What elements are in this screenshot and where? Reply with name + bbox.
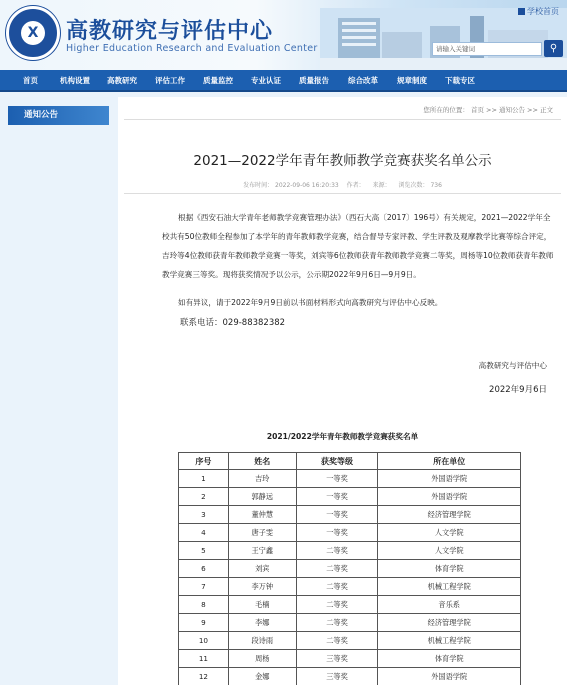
table-header-row (179, 453, 521, 470)
nav-item-organization[interactable]: 机构设置 (60, 76, 90, 85)
cell-name: 李娜 (228, 614, 296, 632)
cell-award: 一等奖 (296, 524, 378, 542)
logo-mark: X (21, 21, 45, 45)
cell-award: 二等奖 (296, 614, 378, 632)
cell-index: 6 (179, 560, 229, 578)
table-row (179, 650, 521, 668)
table-row (179, 524, 521, 542)
cell-index: 8 (179, 596, 229, 614)
cell-unit: 机械工程学院 (378, 632, 521, 650)
nav-item-home[interactable]: 首页 (23, 76, 38, 85)
nav-item-downloads[interactable]: 下载专区 (445, 76, 475, 85)
cell-award: 二等奖 (296, 542, 378, 560)
cell-award: 一等奖 (296, 506, 378, 524)
nav-item-research[interactable]: 高教研究 (107, 76, 137, 85)
sidebar-title-notices[interactable]: 通知公告 (8, 106, 109, 125)
article-panel (118, 97, 567, 685)
cell-index: 7 (179, 578, 229, 596)
cell-unit: 经济管理学院 (378, 506, 521, 524)
divider (124, 119, 561, 120)
column-header: 获奖等级 (296, 453, 378, 470)
awards-table (178, 452, 521, 685)
divider (124, 193, 561, 194)
article-paragraph: 如有异议，请于2022年9月9日前以书面材料形式向高教研究与评估中心反映。 (178, 298, 443, 307)
site-subtitle: Higher Education Research and Evaluation Center (66, 43, 318, 54)
cell-unit: 机械工程学院 (378, 578, 521, 596)
cell-index: 2 (179, 488, 229, 506)
cell-unit: 外国语学院 (378, 470, 521, 488)
nav-item-reform[interactable]: 综合改革 (348, 76, 378, 85)
cell-index: 11 (179, 650, 229, 668)
nav-item-evaluation[interactable]: 评估工作 (155, 76, 185, 85)
cell-index: 10 (179, 632, 229, 650)
table-row (179, 632, 521, 650)
view-count: 浏览次数： 736 (398, 182, 442, 189)
table-title: 2021/2022学年青年教师教学竞赛获奖名单 (266, 432, 419, 441)
article-meta (118, 180, 567, 189)
column-header: 姓名 (228, 453, 296, 470)
cell-index: 9 (179, 614, 229, 632)
article-paragraph: 根据《西安石油大学青年老师教学竞赛管理办法》（西石大高〔2017〕196号）有关规定，2021—2022学年全校共有50位教师全程参加了本学年的青年教师教学竞赛，结合督导专家评教、学生评教及观摩教学比赛等综合评定，吉玲等4位教师获青年教师教学竞赛一等奖，刘宾等6位教师获青年教师教学竞赛二等奖，周杨等10位教师获青年教师教学竞赛三等奖。现将获奖情况予以公示，公示期2022年9月6日—9月9日。 (162, 213, 554, 279)
contact-phone: 联系电话：029-88382382 (180, 318, 286, 328)
cell-name: 唐子雯 (228, 524, 296, 542)
search-button[interactable] (544, 40, 563, 57)
cell-name: 金娜 (228, 668, 296, 685)
table-row (179, 596, 521, 614)
cell-index: 1 (179, 470, 229, 488)
site-title[interactable]: 高教研究与评估中心 (66, 18, 274, 44)
cell-index: 12 (179, 668, 229, 685)
cell-award: 一等奖 (296, 488, 378, 506)
cell-award: 二等奖 (296, 632, 378, 650)
cell-name: 吉玲 (228, 470, 296, 488)
table-row (179, 470, 521, 488)
cell-award: 二等奖 (296, 578, 378, 596)
cell-name: 李万钟 (228, 578, 296, 596)
signature: 高教研究与评估中心 (478, 361, 547, 370)
cell-unit: 经济管理学院 (378, 614, 521, 632)
cell-award: 三等奖 (296, 668, 378, 685)
table-row (179, 668, 521, 685)
cell-name: 周杨 (228, 650, 296, 668)
cell-index: 3 (179, 506, 229, 524)
cell-index: 5 (179, 542, 229, 560)
cell-unit: 外国语学院 (378, 488, 521, 506)
table-row (179, 542, 521, 560)
cell-award: 二等奖 (296, 596, 378, 614)
nav-item-accreditation[interactable]: 专业认证 (251, 76, 281, 85)
cell-unit: 体育学院 (378, 560, 521, 578)
home-link-label: 学校首页 (527, 7, 559, 16)
signature-date: 2022年9月6日 (489, 385, 547, 395)
cell-index: 4 (179, 524, 229, 542)
table-row (179, 506, 521, 524)
cell-unit: 体育学院 (378, 650, 521, 668)
article-title: 2021—2022学年青年教师教学竞赛获奖名单公示 (193, 153, 492, 169)
cell-award: 一等奖 (296, 470, 378, 488)
cell-award: 二等奖 (296, 560, 378, 578)
table-row (179, 578, 521, 596)
table-row (179, 488, 521, 506)
school-home-link[interactable] (518, 6, 559, 17)
search-input[interactable]: 请输入关键词 (432, 42, 542, 56)
table-row (179, 560, 521, 578)
home-icon (518, 8, 525, 15)
publish-time: 发布时间： 2022-09-06 16:20:33 (243, 182, 339, 189)
cell-unit: 人文学院 (378, 524, 521, 542)
nav-item-regulations[interactable]: 规章制度 (397, 76, 427, 85)
cell-name: 毛楠 (228, 596, 296, 614)
main-nav (0, 70, 567, 92)
column-header: 序号 (179, 453, 229, 470)
cell-name: 郭静远 (228, 488, 296, 506)
author: 作者： (346, 182, 365, 189)
search-icon: ⚲ (549, 43, 558, 54)
nav-item-quality-monitoring[interactable]: 质量监控 (203, 76, 233, 85)
cell-name: 董仲慧 (228, 506, 296, 524)
cell-name: 刘宾 (228, 560, 296, 578)
nav-item-quality-report[interactable]: 质量报告 (299, 76, 329, 85)
table-row (179, 614, 521, 632)
cell-award: 三等奖 (296, 650, 378, 668)
cell-unit: 人文学院 (378, 542, 521, 560)
cell-unit: 音乐系 (378, 596, 521, 614)
university-logo[interactable] (6, 6, 60, 60)
cell-name: 段诗雨 (228, 632, 296, 650)
source: 来源： (372, 182, 391, 189)
campus-buildings-image (320, 8, 567, 70)
cell-unit: 外国语学院 (378, 668, 521, 685)
cell-name: 王宁鑫 (228, 542, 296, 560)
column-header: 所在单位 (378, 453, 521, 470)
breadcrumb[interactable]: 您所在的位置： 首页 >> 通知公告 >> 正文 (423, 106, 553, 114)
site-header (0, 0, 567, 70)
